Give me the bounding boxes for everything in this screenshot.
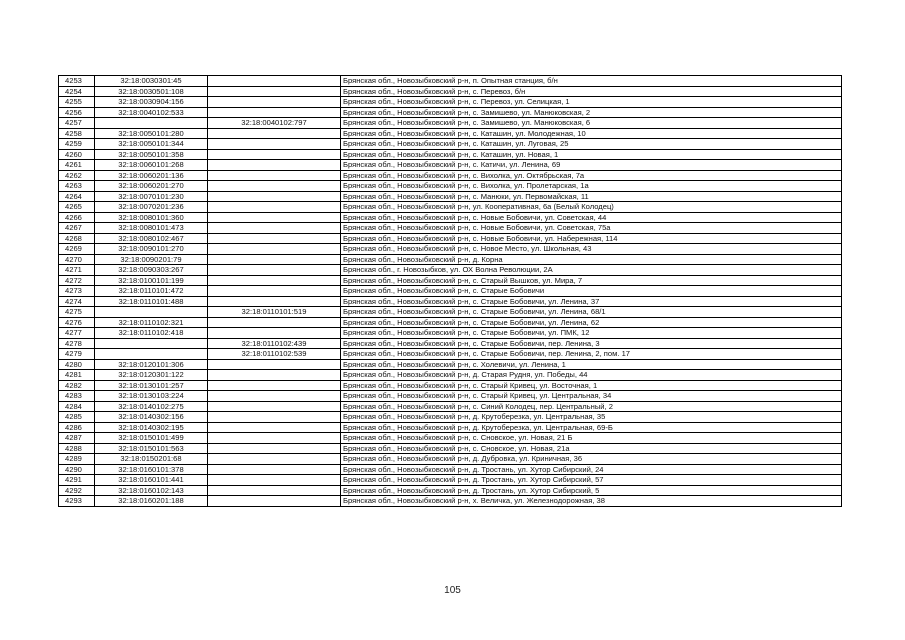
- cadastral-number-cell: 32:18:0090101:270: [95, 244, 208, 255]
- cadastral-number-cell: 32:18:0060201:136: [95, 170, 208, 181]
- row-number-cell: 4254: [59, 86, 95, 97]
- address-cell: Брянская обл., Новозыбковский р-н, с. Новое Место, ул. Школьная, 43: [341, 244, 842, 255]
- cadastral-number-2-cell: [208, 485, 341, 496]
- address-cell: Брянская обл., Новозыбковский р-н, с. Старые Бобовичи, ул. ПМК, 12: [341, 328, 842, 339]
- cadastral-number-2-cell: [208, 170, 341, 181]
- cadastral-number-2-cell: [208, 254, 341, 265]
- cadastral-number-cell: 32:18:0060201:270: [95, 181, 208, 192]
- cadastral-number-2-cell: [208, 160, 341, 171]
- row-number-cell: 4280: [59, 359, 95, 370]
- address-cell: Брянская обл., Новозыбковский р-н, с. Вихолка, ул. Октябрьская, 7а: [341, 170, 842, 181]
- address-cell: Брянская обл., Новозыбковский р-н, х. Величка, ул. Железнодорожная, 38: [341, 496, 842, 507]
- cadastral-number-2-cell: [208, 380, 341, 391]
- row-number-cell: 4273: [59, 286, 95, 297]
- row-number-cell: 4266: [59, 212, 95, 223]
- cadastral-number-2-cell: [208, 454, 341, 465]
- cadastral-number-2-cell: [208, 149, 341, 160]
- cadastral-number-cell: 32:18:0150101:563: [95, 443, 208, 454]
- address-cell: Брянская обл., Новозыбковский р-н, с. Старые Бобовичи, ул. Ленина, 68/1: [341, 307, 842, 318]
- table-row: [59, 244, 842, 255]
- address-cell: Брянская обл., Новозыбковский р-н, с. Старый Кривец, ул. Центральная, 34: [341, 391, 842, 402]
- row-number-cell: 4282: [59, 380, 95, 391]
- table-row: [59, 97, 842, 108]
- table-row: [59, 412, 842, 423]
- cadastral-number-cell: 32:18:0050101:280: [95, 128, 208, 139]
- address-cell: Брянская обл., Новозыбковский р-н, с. Холевичи, ул. Ленина, 1: [341, 359, 842, 370]
- cadastral-number-2-cell: 32:18:0110102:439: [208, 338, 341, 349]
- row-number-cell: 4290: [59, 464, 95, 475]
- row-number-cell: 4263: [59, 181, 95, 192]
- row-number-cell: 4284: [59, 401, 95, 412]
- table-row: [59, 139, 842, 150]
- cadastral-number-2-cell: [208, 128, 341, 139]
- address-cell: Брянская обл., Новозыбковский р-н, с. Старые Бобовичи: [341, 286, 842, 297]
- cadastral-number-2-cell: [208, 202, 341, 213]
- cadastral-number-cell: 32:18:0150101:499: [95, 433, 208, 444]
- table-row: [59, 265, 842, 276]
- cadastral-number-cell: 32:18:0160101:378: [95, 464, 208, 475]
- row-number-cell: 4272: [59, 275, 95, 286]
- table-row: [59, 86, 842, 97]
- cadastral-number-2-cell: 32:18:0110101:519: [208, 307, 341, 318]
- cadastral-number-cell: 32:18:0080101:473: [95, 223, 208, 234]
- address-cell: Брянская обл., Новозыбковский р-н, с. Каташин, ул. Луговая, 25: [341, 139, 842, 150]
- address-cell: Брянская обл., Новозыбковский р-н, с. Старые Бобовичи, пер. Ленина, 2, пом. 17: [341, 349, 842, 360]
- cadastral-number-2-cell: [208, 401, 341, 412]
- cadastral-number-cell: 32:18:0160101:441: [95, 475, 208, 486]
- row-number-cell: 4253: [59, 76, 95, 87]
- row-number-cell: 4262: [59, 170, 95, 181]
- table-row: [59, 254, 842, 265]
- cadastral-number-cell: 32:18:0090303:267: [95, 265, 208, 276]
- address-cell: Брянская обл., г. Новозыбков, ул. ОХ Волна Революции, 2А: [341, 265, 842, 276]
- cadastral-number-cell: 32:18:0110102:418: [95, 328, 208, 339]
- cadastral-number-2-cell: [208, 464, 341, 475]
- table-row: [59, 76, 842, 87]
- cadastral-number-2-cell: [208, 286, 341, 297]
- table-row: [59, 296, 842, 307]
- table-row: [59, 223, 842, 234]
- table-row: [59, 338, 842, 349]
- cadastral-number-2-cell: [208, 412, 341, 423]
- row-number-cell: 4271: [59, 265, 95, 276]
- cadastral-number-cell: [95, 118, 208, 129]
- cadastral-number-2-cell: [208, 496, 341, 507]
- cadastral-number-2-cell: [208, 107, 341, 118]
- address-cell: Брянская обл., Новозыбковский р-н, п. Опытная станция, б/н: [341, 76, 842, 87]
- row-number-cell: 4256: [59, 107, 95, 118]
- table-row: [59, 212, 842, 223]
- cadastral-number-2-cell: [208, 433, 341, 444]
- address-cell: Брянская обл., Новозыбковский р-н, с. Каташин, ул. Молодежная, 10: [341, 128, 842, 139]
- cadastral-number-cell: 32:18:0110102:321: [95, 317, 208, 328]
- address-cell: Брянская обл., Новозыбковский р-н, д. Крутоберезка, ул. Центральная, 35: [341, 412, 842, 423]
- cadastral-number-cell: 32:18:0090201:79: [95, 254, 208, 265]
- cadastral-number-cell: 32:18:0160201:188: [95, 496, 208, 507]
- cadastral-number-cell: 32:18:0130101:257: [95, 380, 208, 391]
- row-number-cell: 4267: [59, 223, 95, 234]
- cadastral-number-cell: 32:18:0080102:467: [95, 233, 208, 244]
- row-number-cell: 4265: [59, 202, 95, 213]
- cadastral-number-2-cell: [208, 422, 341, 433]
- row-number-cell: 4255: [59, 97, 95, 108]
- address-cell: Брянская обл., Новозыбковский р-н, с. Сновское, ул. Новая, 21 Б: [341, 433, 842, 444]
- cadastral-number-2-cell: [208, 370, 341, 381]
- cadastral-number-cell: 32:18:0140302:195: [95, 422, 208, 433]
- table-row: [59, 349, 842, 360]
- address-cell: Брянская обл., Новозыбковский р-н, с. Старые Бобовичи, ул. Ленина, 62: [341, 317, 842, 328]
- cadastral-number-cell: 32:18:0160102:143: [95, 485, 208, 496]
- address-cell: Брянская обл., Новозыбковский р-н, с. Новые Бобовичи, ул. Советская, 44: [341, 212, 842, 223]
- cadastral-number-cell: 32:18:0120101:306: [95, 359, 208, 370]
- cadastral-number-cell: 32:18:0060101:268: [95, 160, 208, 171]
- table-row: [59, 370, 842, 381]
- address-cell: Брянская обл., Новозыбковский р-н, с. Синий Колодец, пер. Центральный, 2: [341, 401, 842, 412]
- address-cell: Брянская обл., Новозыбковский р-н, с. Старые Бобовичи, ул. Ленина, 37: [341, 296, 842, 307]
- row-number-cell: 4260: [59, 149, 95, 160]
- address-cell: Брянская обл., Новозыбковский р-н, с. Вихолка, ул. Пролетарская, 1а: [341, 181, 842, 192]
- address-cell: Брянская обл., Новозыбковский р-н, с. Манюки, ул. Первомайская, 11: [341, 191, 842, 202]
- cadastral-number-2-cell: 32:18:0040102:797: [208, 118, 341, 129]
- address-cell: Брянская обл., Новозыбковский р-н, с. Старый Вышков, ул. Мира, 7: [341, 275, 842, 286]
- table-row: [59, 401, 842, 412]
- row-number-cell: 4269: [59, 244, 95, 255]
- address-cell: Брянская обл., Новозыбковский р-н, с. Катичи, ул. Ленина, 69: [341, 160, 842, 171]
- table-row: [59, 286, 842, 297]
- row-number-cell: 4285: [59, 412, 95, 423]
- table-row: [59, 454, 842, 465]
- row-number-cell: 4276: [59, 317, 95, 328]
- address-cell: Брянская обл., Новозыбковский р-н, с. Старые Бобовичи, пер. Ленина, 3: [341, 338, 842, 349]
- cadastral-number-cell: 32:18:0030501:108: [95, 86, 208, 97]
- table-row: [59, 380, 842, 391]
- row-number-cell: 4292: [59, 485, 95, 496]
- registry-table-body: [59, 76, 842, 507]
- table-row: [59, 422, 842, 433]
- address-cell: Брянская обл., Новозыбковский р-н, д. Старая Рудня, ул. Победы, 44: [341, 370, 842, 381]
- cadastral-number-2-cell: [208, 391, 341, 402]
- address-cell: Брянская обл., Новозыбковский р-н, д. Корна: [341, 254, 842, 265]
- row-number-cell: 4286: [59, 422, 95, 433]
- cadastral-number-2-cell: [208, 244, 341, 255]
- cadastral-number-cell: 32:18:0110101:472: [95, 286, 208, 297]
- row-number-cell: 4281: [59, 370, 95, 381]
- table-row: [59, 317, 842, 328]
- cadastral-number-cell: 32:18:0130103:224: [95, 391, 208, 402]
- cadastral-number-2-cell: [208, 76, 341, 87]
- address-cell: Брянская обл., Новозыбковский р-н, д. Крутоберезка, ул. Центральная, 69-Б: [341, 422, 842, 433]
- cadastral-number-cell: 32:18:0030904:156: [95, 97, 208, 108]
- address-cell: Брянская обл., Новозыбковский р-н, д. Тростань, ул. Хутор Сибирский, 5: [341, 485, 842, 496]
- table-row: [59, 160, 842, 171]
- table-row: [59, 107, 842, 118]
- address-cell: Брянская обл., Новозыбковский р-н, с. Новые Бобовичи, ул. Советская, 75а: [341, 223, 842, 234]
- cadastral-number-cell: 32:18:0110101:488: [95, 296, 208, 307]
- row-number-cell: 4270: [59, 254, 95, 265]
- row-number-cell: 4274: [59, 296, 95, 307]
- cadastral-number-2-cell: [208, 265, 341, 276]
- cadastral-number-2-cell: [208, 233, 341, 244]
- row-number-cell: 4293: [59, 496, 95, 507]
- table-row: [59, 433, 842, 444]
- cadastral-number-cell: 32:18:0030301:45: [95, 76, 208, 87]
- table-row: [59, 496, 842, 507]
- cadastral-number-cell: 32:18:0050101:344: [95, 139, 208, 150]
- row-number-cell: 4283: [59, 391, 95, 402]
- cadastral-number-2-cell: [208, 212, 341, 223]
- address-cell: Брянская обл., Новозыбковский р-н, ул. Кооперативная, 6а (Белый Колодец): [341, 202, 842, 213]
- row-number-cell: 4279: [59, 349, 95, 360]
- address-cell: Брянская обл., Новозыбковский р-н, д. Тростань, ул. Хутор Сибирский, 57: [341, 475, 842, 486]
- row-number-cell: 4287: [59, 433, 95, 444]
- row-number-cell: 4258: [59, 128, 95, 139]
- cadastral-number-2-cell: [208, 181, 341, 192]
- cadastral-number-2-cell: [208, 443, 341, 454]
- cadastral-number-cell: [95, 307, 208, 318]
- cadastral-number-cell: [95, 349, 208, 360]
- table-row: [59, 443, 842, 454]
- table-row: [59, 475, 842, 486]
- cadastral-number-2-cell: [208, 139, 341, 150]
- row-number-cell: 4277: [59, 328, 95, 339]
- cadastral-number-cell: 32:18:0040102:533: [95, 107, 208, 118]
- address-cell: Брянская обл., Новозыбковский р-н, с. Каташин, ул. Новая, 1: [341, 149, 842, 160]
- address-cell: Брянская обл., Новозыбковский р-н, с. Перевоз, б/н: [341, 86, 842, 97]
- cadastral-number-2-cell: [208, 359, 341, 370]
- table-row: [59, 181, 842, 192]
- table-row: [59, 307, 842, 318]
- row-number-cell: 4259: [59, 139, 95, 150]
- cadastral-number-2-cell: [208, 328, 341, 339]
- row-number-cell: 4261: [59, 160, 95, 171]
- cadastral-number-cell: [95, 338, 208, 349]
- table-row: [59, 391, 842, 402]
- table-row: [59, 328, 842, 339]
- cadastral-number-cell: 32:18:0080101:360: [95, 212, 208, 223]
- table-row: [59, 149, 842, 160]
- row-number-cell: 4289: [59, 454, 95, 465]
- row-number-cell: 4288: [59, 443, 95, 454]
- cadastral-number-cell: 32:18:0050101:358: [95, 149, 208, 160]
- address-cell: Брянская обл., Новозыбковский р-н, с. Замишево, ул. Манюковская, 6: [341, 118, 842, 129]
- cadastral-number-2-cell: [208, 97, 341, 108]
- row-number-cell: 4264: [59, 191, 95, 202]
- address-cell: Брянская обл., Новозыбковский р-н, с. Старый Кривец, ул. Восточная, 1: [341, 380, 842, 391]
- address-cell: Брянская обл., Новозыбковский р-н, с. Новые Бобовичи, ул. Набережная, 114: [341, 233, 842, 244]
- cadastral-number-2-cell: [208, 223, 341, 234]
- cadastral-number-2-cell: [208, 86, 341, 97]
- cadastral-number-2-cell: [208, 191, 341, 202]
- address-cell: Брянская обл., Новозыбковский р-н, с. Замишево, ул. Манюковская, 2: [341, 107, 842, 118]
- cadastral-number-cell: 32:18:0070201:236: [95, 202, 208, 213]
- table-row: [59, 233, 842, 244]
- table-row: [59, 464, 842, 475]
- table-row: [59, 118, 842, 129]
- table-row: [59, 128, 842, 139]
- table-row: [59, 202, 842, 213]
- address-cell: Брянская обл., Новозыбковский р-н, д. Дубровка, ул. Криничная, 36: [341, 454, 842, 465]
- cadastral-number-cell: 32:18:0070101:230: [95, 191, 208, 202]
- table-row: [59, 359, 842, 370]
- table-row: [59, 275, 842, 286]
- address-cell: Брянская обл., Новозыбковский р-н, с. Сновское, ул. Новая, 21а: [341, 443, 842, 454]
- cadastral-number-2-cell: [208, 296, 341, 307]
- row-number-cell: 4257: [59, 118, 95, 129]
- table-row: [59, 485, 842, 496]
- row-number-cell: 4268: [59, 233, 95, 244]
- table-row: [59, 170, 842, 181]
- cadastral-number-2-cell: 32:18:0110102:539: [208, 349, 341, 360]
- row-number-cell: 4275: [59, 307, 95, 318]
- row-number-cell: 4291: [59, 475, 95, 486]
- cadastral-number-2-cell: [208, 275, 341, 286]
- page-number: 105: [444, 585, 461, 596]
- cadastral-number-cell: 32:18:0100101:199: [95, 275, 208, 286]
- cadastral-number-2-cell: [208, 475, 341, 486]
- row-number-cell: 4278: [59, 338, 95, 349]
- cadastral-number-cell: 32:18:0140102:275: [95, 401, 208, 412]
- address-cell: Брянская обл., Новозыбковский р-н, д. Тростань, ул. Хутор Сибирский, 24: [341, 464, 842, 475]
- cadastral-number-cell: 32:18:0140302:156: [95, 412, 208, 423]
- cadastral-number-cell: 32:18:0150201:68: [95, 454, 208, 465]
- address-cell: Брянская обл., Новозыбковский р-н, с. Перевоз, ул. Селицкая, 1: [341, 97, 842, 108]
- cadastral-number-2-cell: [208, 317, 341, 328]
- table-row: [59, 191, 842, 202]
- cadastral-number-cell: 32:18:0120301:122: [95, 370, 208, 381]
- registry-table: [58, 75, 842, 507]
